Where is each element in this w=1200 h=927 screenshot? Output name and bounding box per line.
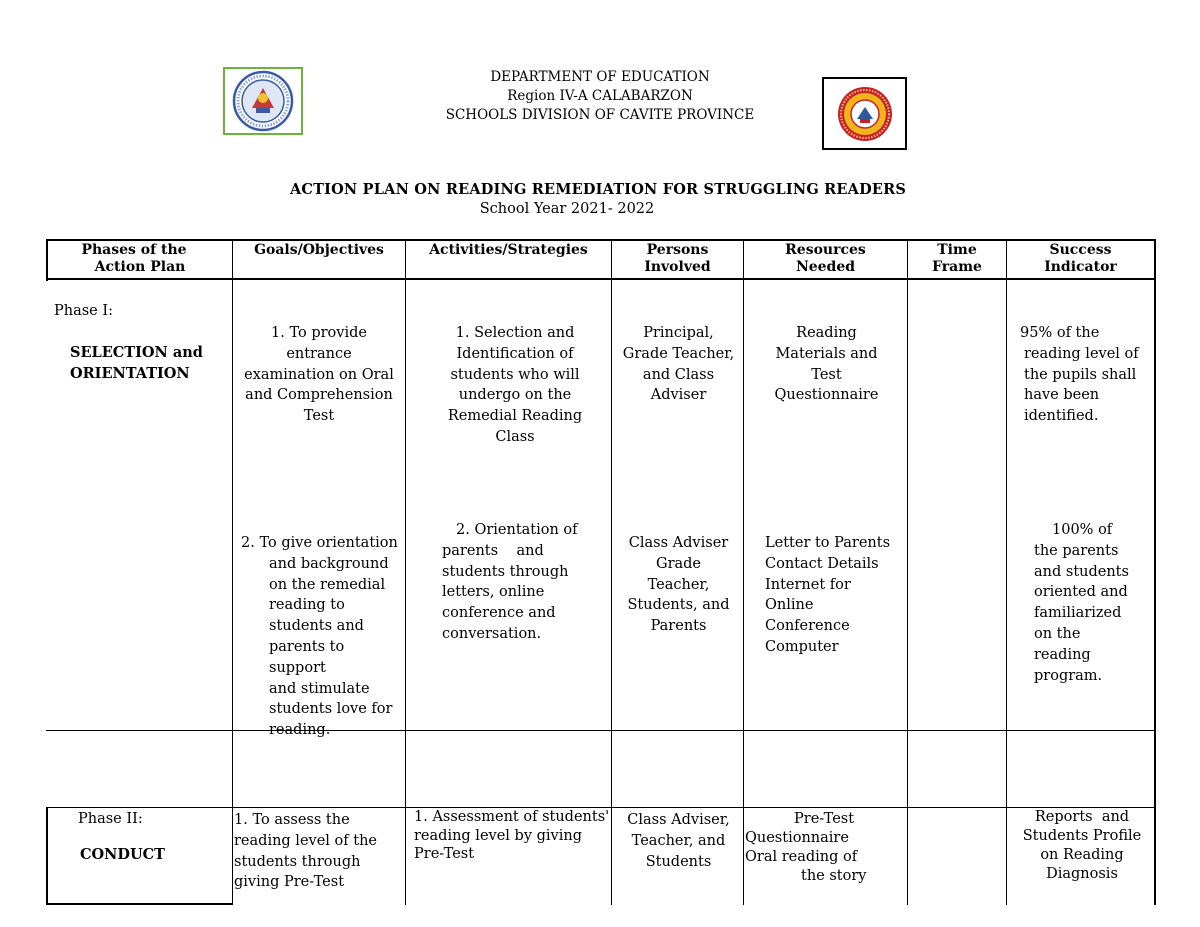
phase1-resources-2: Letter to Parents Contact Details Internet for Online Conference Computer <box>765 535 891 655</box>
phase2-name: CONDUCT <box>80 846 165 863</box>
header-activities: Activities/Strategies <box>429 242 588 258</box>
header-success: Success Indicator <box>1044 242 1117 275</box>
phase2-goal-1: 1. To assess the reading level of the students through giving Pre-Test <box>234 812 377 891</box>
phase1-success-1: 95% of the reading level of the pupils shall have been identified. <box>1020 325 1139 425</box>
phase1-label: Phase I: <box>54 303 113 319</box>
row-divider <box>46 730 1156 731</box>
header-divider <box>46 278 1156 280</box>
phase1-activity-2: 2. Orientation of parents and students through letters, online conference and conversation. <box>442 522 578 642</box>
column-divider <box>232 239 233 905</box>
department-name: DEPARTMENT OF EDUCATION <box>490 69 710 85</box>
letterhead <box>380 68 820 125</box>
region-name: Region IV-A CALABARZON <box>507 88 693 104</box>
header-goals: Goals/Objectives <box>254 242 384 258</box>
phase2-resources-1: Pre-Test Questionnaire Oral reading of the story <box>745 811 867 884</box>
phase1-persons-1: Principal, Grade Teacher, and Class Adviser <box>622 325 735 404</box>
header-phases: Phases of the Action Plan <box>81 242 187 275</box>
column-divider <box>46 807 48 905</box>
column-divider <box>405 239 406 905</box>
phase2-persons-1: Class Adviser, Teacher, and Students <box>627 812 730 870</box>
document-title: ACTION PLAN ON READING REMEDIATION FOR STRUGGLING READERS <box>289 181 907 198</box>
phase1-activity-1: 1. Selection and Identification of students who will undergo on the Remedial Reading Class <box>447 325 583 445</box>
phase1-persons-2: Class Adviser Grade Teacher, Students, and Parents <box>627 535 730 635</box>
phase1-goal-2: 2. To give orientation and background on the remedial reading to students and parents to support and stimulate students love for reading. <box>241 535 398 739</box>
division-seal-icon <box>836 85 894 143</box>
column-divider <box>743 239 744 905</box>
phase2-activity-1: 1. Assessment of students' reading level by giving Pre-Test <box>414 809 610 862</box>
phase1-resources-1: Reading Materials and Test Questionnaire <box>774 325 879 404</box>
table-border-bottom <box>46 903 233 905</box>
deped-seal-logo <box>223 67 303 135</box>
header-resources: Resources Needed <box>785 242 866 275</box>
phase1-success-2: 100% of the parents and students oriented and familiarized on the reading program. <box>1034 522 1129 684</box>
phase2-success-1: Reports and Students Profile on Reading Diagnosis <box>1022 809 1142 882</box>
header-time-frame: Time Frame <box>932 242 982 275</box>
school-year: School Year 2021- 2022 <box>479 201 655 217</box>
table-border-right <box>1154 239 1156 905</box>
division-name: SCHOOLS DIVISION OF CAVITE PROVINCE <box>445 107 755 123</box>
column-divider <box>1006 239 1007 905</box>
table-border-top <box>46 239 1156 241</box>
column-divider <box>611 239 612 905</box>
phase1-name: SELECTION and ORIENTATION <box>70 344 203 382</box>
phase1-goal-1: 1. To provide entrance examination on Oral and Comprehension Test <box>244 325 394 425</box>
division-seal-logo <box>822 77 907 150</box>
deped-seal-icon <box>232 70 294 132</box>
phase2-label: Phase II: <box>78 811 143 827</box>
header-persons: Persons Involved <box>644 242 711 275</box>
